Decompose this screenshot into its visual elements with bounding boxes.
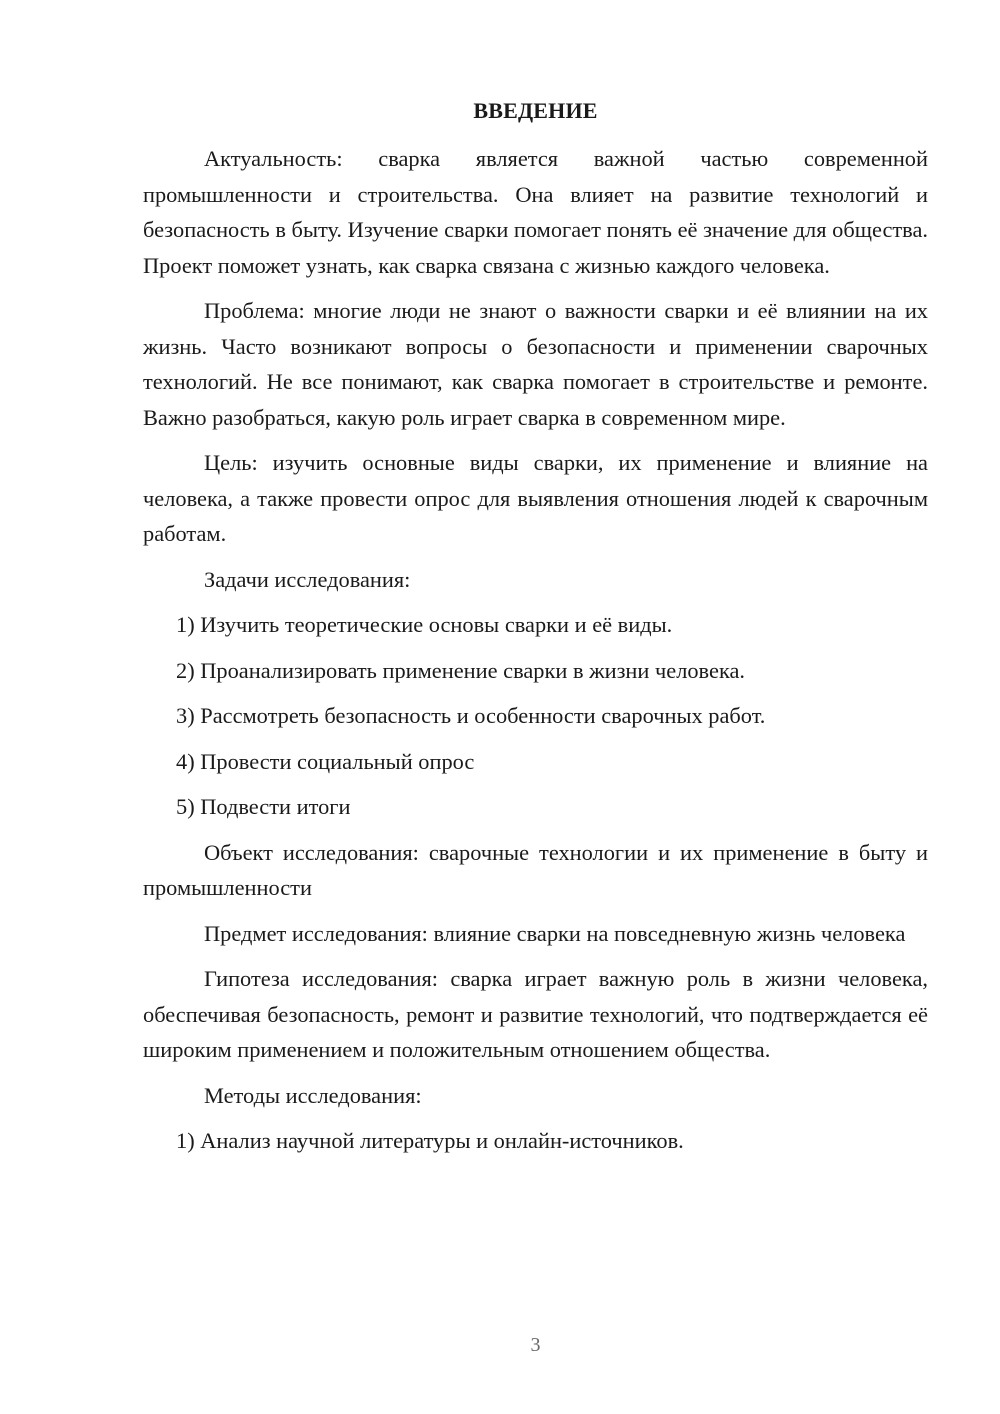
page-title: ВВЕДЕНИЕ bbox=[473, 98, 598, 123]
problem-paragraph: Проблема: многие люди не знают о важности сварки и её влиянии на их жизнь. Часто возникают вопросы о безопасности и применении сварочных технологий. Не все понимают, как сварка помогает в строительстве и ремонте. Важно разобраться, какую роль играет сварка в современном мире. bbox=[143, 298, 928, 430]
task-item-4: 4) Провести социальный опрос bbox=[176, 748, 475, 774]
relevance-paragraph: Актуальность: сварка является важной частью современной промышленности и строительства. Она влияет на развитие технологий и безопасность в быту. Изучение сварки помогает понять её значение для общества. Проект поможет узнать, как сварка связана с жизнью каждого человека. bbox=[143, 146, 928, 278]
document-body bbox=[143, 141, 928, 1169]
task-item-1: 1) Изучить теоретические основы сварки и её виды. bbox=[176, 612, 673, 637]
task-item-2: 2) Проанализировать применение сварки в жизни человека. bbox=[176, 657, 746, 683]
subject-paragraph: Предмет исследования: влияние сварки на повседневную жизнь человека bbox=[204, 920, 906, 946]
task-item-5: 5) Подвести итоги bbox=[176, 794, 351, 819]
tasks-heading: Задачи исследования: bbox=[204, 566, 411, 592]
goal-paragraph: Цель: изучить основные виды сварки, их применение и влияние на человека, а также провести опрос для выявления отношения людей к сварочным работам. bbox=[143, 450, 928, 546]
document-page bbox=[143, 0, 928, 1414]
methods-heading: Методы исследования: bbox=[204, 1082, 422, 1108]
object-paragraph: Объект исследования: сварочные технологии и их применение в быту и промышленности bbox=[143, 839, 928, 900]
hypothesis-paragraph: Гипотеза исследования: сварка играет важную роль в жизни человека, обеспечивая безопасность, ремонт и развитие технологий, что подтверждается её широким применением и положительным отношением общества. bbox=[143, 966, 928, 1062]
page-number: 3 bbox=[530, 1334, 541, 1356]
method-item-1: 1) Анализ научной литературы и онлайн-источников. bbox=[176, 1128, 684, 1153]
task-item-3: 3) Рассмотреть безопасность и особенности сварочных работ. bbox=[176, 703, 766, 728]
